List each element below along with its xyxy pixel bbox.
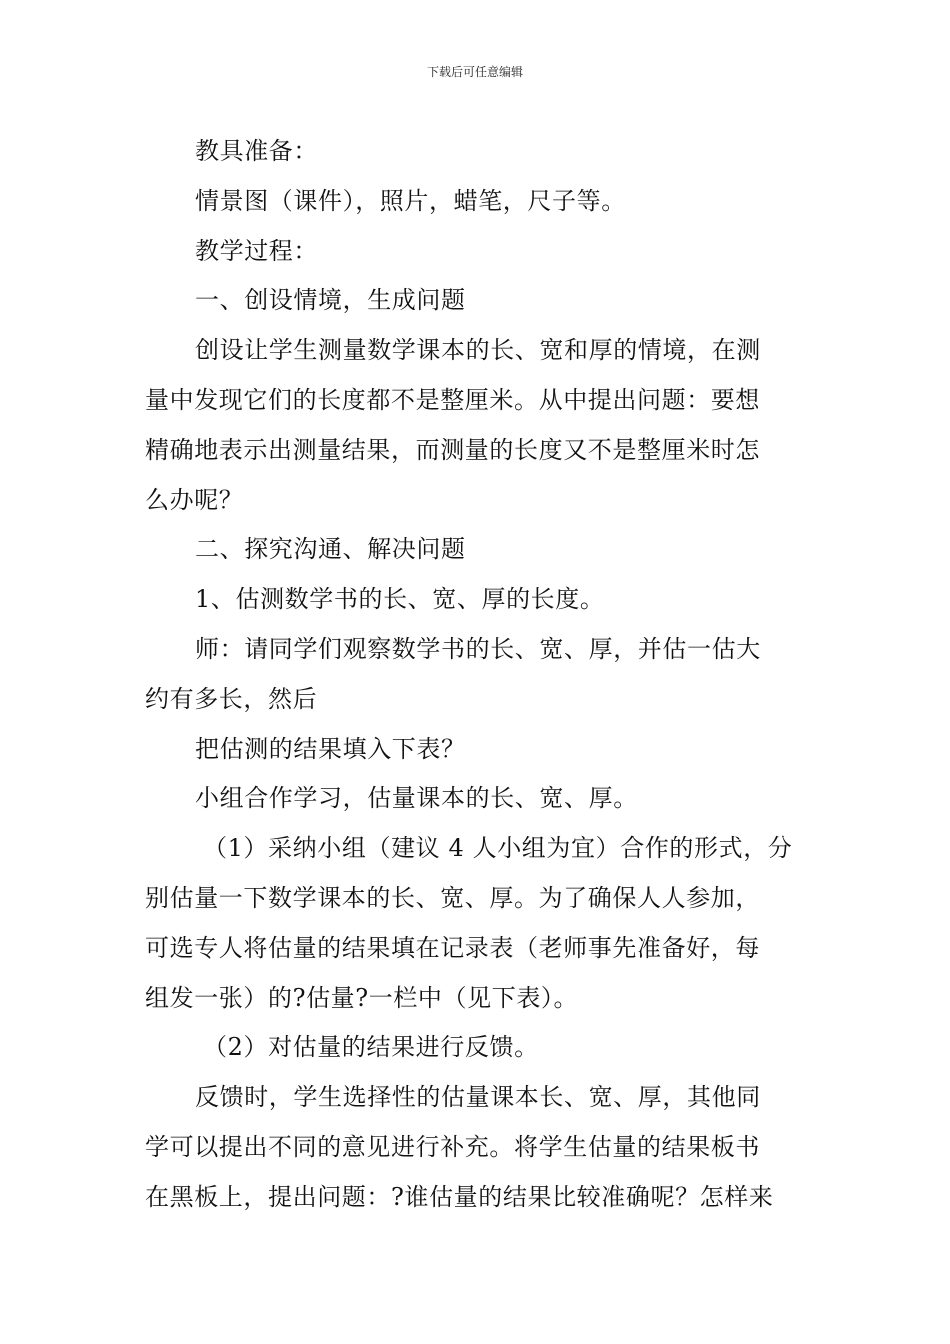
line-teaching-aids-heading: 教具准备： <box>195 137 318 165</box>
paragraph-line: 在黑板上，提出问题：?谁估量的结果比较准确呢？怎样来 <box>145 1182 774 1211</box>
line-section-one-heading: 一、创设情境，生成问题 <box>195 286 466 315</box>
line-teaching-aids-list: 情景图（课件），照片，蜡笔，尺子等。 <box>195 186 626 215</box>
paragraph-line: 么办呢？ <box>145 485 244 514</box>
page-header: 下载后可任意编辑 <box>426 65 523 79</box>
paragraph-line: 学可以提出不同的意见进行补充。将学生估量的结果板书 <box>145 1132 760 1161</box>
paragraph-line: 师：请同学们观察数学书的长、宽、厚，并估一估大 <box>195 634 761 663</box>
paragraph-line: （2）对估量的结果进行反馈。 <box>203 1033 539 1062</box>
paragraph-line: （1）采纳小组（建议 4 人小组为宜）合作的形式，分 <box>203 834 793 863</box>
paragraph-line: 别估量一下数学课本的长、宽、厚。为了确保人人参加， <box>145 883 760 912</box>
line-section-two-heading: 二、探究沟通、解决问题 <box>195 535 466 564</box>
document-body <box>145 127 807 1223</box>
line-step-one-heading: 1、估测数学书的长、宽、厚的长度。 <box>195 585 605 614</box>
paragraph-line: 量中发现它们的长度都不是整厘米。从中提出问题：要想 <box>145 385 760 414</box>
line-teaching-process-heading: 教学过程： <box>195 236 318 265</box>
paragraph-line: 约有多长，然后 <box>145 684 318 713</box>
paragraph-line: 把估测的结果填入下表？ <box>195 734 466 763</box>
paragraph-line: 创设让学生测量数学课本的长、宽和厚的情境，在测 <box>195 336 761 365</box>
paragraph-line: 小组合作学习，估量课本的长、宽、厚。 <box>195 784 638 813</box>
paragraph-line: 精确地表示出测量结果，而测量的长度又不是整厘米时怎 <box>145 435 760 464</box>
paragraph-line: 组发一张）的?估量?一栏中（见下表）。 <box>145 983 579 1012</box>
paragraph-line: 反馈时，学生选择性的估量课本长、宽、厚，其他同 <box>195 1083 761 1112</box>
paragraph-line: 可选专人将估量的结果填在记录表（老师事先准备好，每 <box>145 933 760 962</box>
